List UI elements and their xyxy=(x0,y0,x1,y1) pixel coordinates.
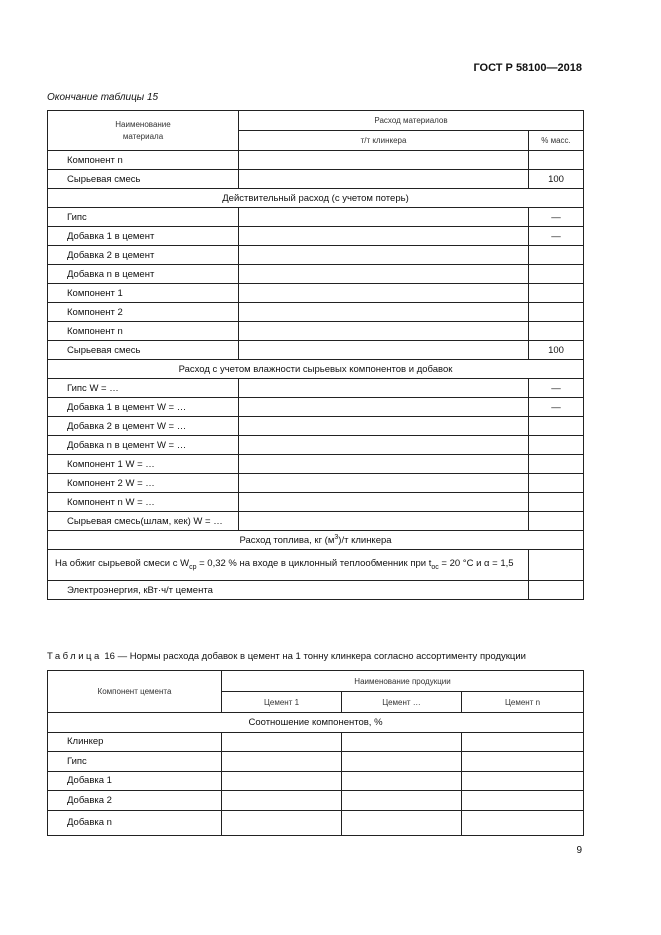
header-product: Цемент 1 xyxy=(222,692,342,713)
row-value xyxy=(222,791,342,811)
row-name: Добавка 1 xyxy=(48,771,222,791)
electricity-row-value xyxy=(529,581,584,600)
row-value xyxy=(222,771,342,791)
row-name: Добавка n xyxy=(48,810,222,835)
table-row xyxy=(48,151,584,170)
header-cement-component: Компонент цемента xyxy=(48,671,222,713)
page-number: 9 xyxy=(576,845,582,856)
row-tt-value xyxy=(239,341,529,360)
header-product: Цемент n xyxy=(462,692,584,713)
row-pct-value: 100 xyxy=(529,341,584,360)
fuel-note-part: = 20 °C и α = 1,5 xyxy=(438,557,514,569)
row-value xyxy=(342,810,462,835)
row-value xyxy=(222,752,342,772)
fuel-firing-value xyxy=(529,550,584,581)
row-value xyxy=(222,732,342,752)
table-row xyxy=(48,227,584,246)
table-row xyxy=(48,398,584,417)
fuel-note-part: На обжиг сырьевой смеси с W xyxy=(55,557,190,569)
row-pct-value xyxy=(529,265,584,284)
header-product-group: Наименование продукции xyxy=(222,671,584,692)
row-pct-value: — xyxy=(529,398,584,417)
table-row xyxy=(48,493,584,512)
fuel-title-part: )/т клинкера xyxy=(338,535,392,547)
document-standard-number: ГОСТ Р 58100—2018 xyxy=(473,62,582,74)
fuel-title-sup: 3 xyxy=(334,533,339,541)
table-row xyxy=(48,752,584,772)
row-pct-value: — xyxy=(529,379,584,398)
row-tt-value xyxy=(239,417,529,436)
header-consumption-group: Расход материалов xyxy=(239,111,584,131)
row-pct-value xyxy=(529,474,584,493)
table16-caption-prefix: Таблица xyxy=(47,651,102,662)
table16-caption xyxy=(47,651,526,662)
row-pct-value xyxy=(529,246,584,265)
table-row xyxy=(48,341,584,360)
row-name: Компонент 1 xyxy=(48,284,239,303)
table-row xyxy=(48,246,584,265)
row-name: Добавка 1 в цемент W = … xyxy=(48,398,239,417)
row-tt-value xyxy=(239,284,529,303)
row-name: Добавка n в цемент xyxy=(48,265,239,284)
row-value xyxy=(462,810,584,835)
table-row xyxy=(48,379,584,398)
section-component-ratio: Соотношение компонентов, % xyxy=(48,713,584,733)
row-tt-value xyxy=(239,265,529,284)
row-value xyxy=(342,791,462,811)
row-value xyxy=(342,732,462,752)
table-row xyxy=(48,417,584,436)
table-row xyxy=(48,474,584,493)
header-mass-percent: % масс. xyxy=(529,131,584,151)
row-pct-value xyxy=(529,436,584,455)
table-row xyxy=(48,284,584,303)
table-row xyxy=(48,303,584,322)
table-continuation-label: Окончание таблицы 15 xyxy=(47,92,159,103)
section-actual-consumption: Действительный расход (с учетом потерь) xyxy=(48,189,584,208)
electricity-row-name: Электроэнергия, кВт·ч/т цемента xyxy=(48,581,529,600)
row-tt-value xyxy=(239,379,529,398)
materials-consumption-table xyxy=(47,110,584,600)
table-row xyxy=(48,265,584,284)
row-pct-value xyxy=(529,303,584,322)
section-moisture-consumption: Расход с учетом влажности сырьевых компонентов и добавок xyxy=(48,360,584,379)
table-row xyxy=(48,436,584,455)
fuel-note-part: = 0,32 % на входе в циклонный теплообменник при t xyxy=(196,557,432,569)
row-value xyxy=(462,771,584,791)
table16-caption-text: 16 — Нормы расхода добавок в цемент на 1 тонну клинкера согласно ассортименту продукции xyxy=(101,651,526,662)
row-pct-value xyxy=(529,322,584,341)
section-fuel-consumption xyxy=(48,531,584,550)
row-name: Добавка 2 xyxy=(48,791,222,811)
table-row xyxy=(48,512,584,531)
row-name: Гипс W = … xyxy=(48,379,239,398)
row-pct-value: 100 xyxy=(529,170,584,189)
row-value xyxy=(222,810,342,835)
row-name: Добавка n в цемент W = … xyxy=(48,436,239,455)
row-name: Гипс xyxy=(48,208,239,227)
row-pct-value xyxy=(529,284,584,303)
row-pct-value xyxy=(529,493,584,512)
row-pct-value xyxy=(529,512,584,531)
row-name: Добавка 2 в цемент W = … xyxy=(48,417,239,436)
fuel-note-sub: ос xyxy=(431,563,439,571)
row-value xyxy=(462,752,584,772)
row-pct-value: — xyxy=(529,208,584,227)
row-name: Гипс xyxy=(48,752,222,772)
table-row xyxy=(48,581,584,600)
fuel-title-part: Расход топлива, кг (м xyxy=(239,535,335,547)
additive-norms-table xyxy=(47,670,584,836)
row-tt-value xyxy=(239,227,529,246)
row-name: Клинкер xyxy=(48,732,222,752)
row-name: Сырьевая смесь(шлам, кек) W = … xyxy=(48,512,239,531)
table-row xyxy=(48,810,584,835)
row-tt-value xyxy=(239,151,529,170)
row-value xyxy=(462,791,584,811)
fuel-note-sub: ср xyxy=(189,563,197,571)
row-pct-value: — xyxy=(529,227,584,246)
row-name: Компонент 1 W = … xyxy=(48,455,239,474)
header-tt-clinker: т/т клинкера xyxy=(239,131,529,151)
row-tt-value xyxy=(239,493,529,512)
row-pct-value xyxy=(529,151,584,170)
row-name: Компонент n xyxy=(48,322,239,341)
row-name: Компонент n W = … xyxy=(48,493,239,512)
row-tt-value xyxy=(239,246,529,265)
header-material-name-text: Наименование материала xyxy=(115,119,171,141)
row-tt-value xyxy=(239,170,529,189)
row-name: Сырьевая смесь xyxy=(48,170,239,189)
row-pct-value xyxy=(529,455,584,474)
row-tt-value xyxy=(239,208,529,227)
fuel-firing-row xyxy=(48,550,529,581)
row-name: Компонент 2 W = … xyxy=(48,474,239,493)
row-value xyxy=(342,752,462,772)
row-tt-value xyxy=(239,398,529,417)
row-value xyxy=(462,732,584,752)
table-row xyxy=(48,322,584,341)
row-name: Компонент 2 xyxy=(48,303,239,322)
row-pct-value xyxy=(529,417,584,436)
row-value xyxy=(342,771,462,791)
row-tt-value xyxy=(239,512,529,531)
table-row xyxy=(48,208,584,227)
table-row xyxy=(48,732,584,752)
row-name: Компонент n xyxy=(48,151,239,170)
row-tt-value xyxy=(239,474,529,493)
row-tt-value xyxy=(239,303,529,322)
row-tt-value xyxy=(239,436,529,455)
table-row xyxy=(48,455,584,474)
row-name: Добавка 2 в цемент xyxy=(48,246,239,265)
header-product: Цемент … xyxy=(342,692,462,713)
row-name: Добавка 1 в цемент xyxy=(48,227,239,246)
header-material-name xyxy=(48,111,239,151)
row-name: Сырьевая смесь xyxy=(48,341,239,360)
table-row xyxy=(48,170,584,189)
row-tt-value xyxy=(239,455,529,474)
table-row xyxy=(48,791,584,811)
table-row xyxy=(48,771,584,791)
row-tt-value xyxy=(239,322,529,341)
